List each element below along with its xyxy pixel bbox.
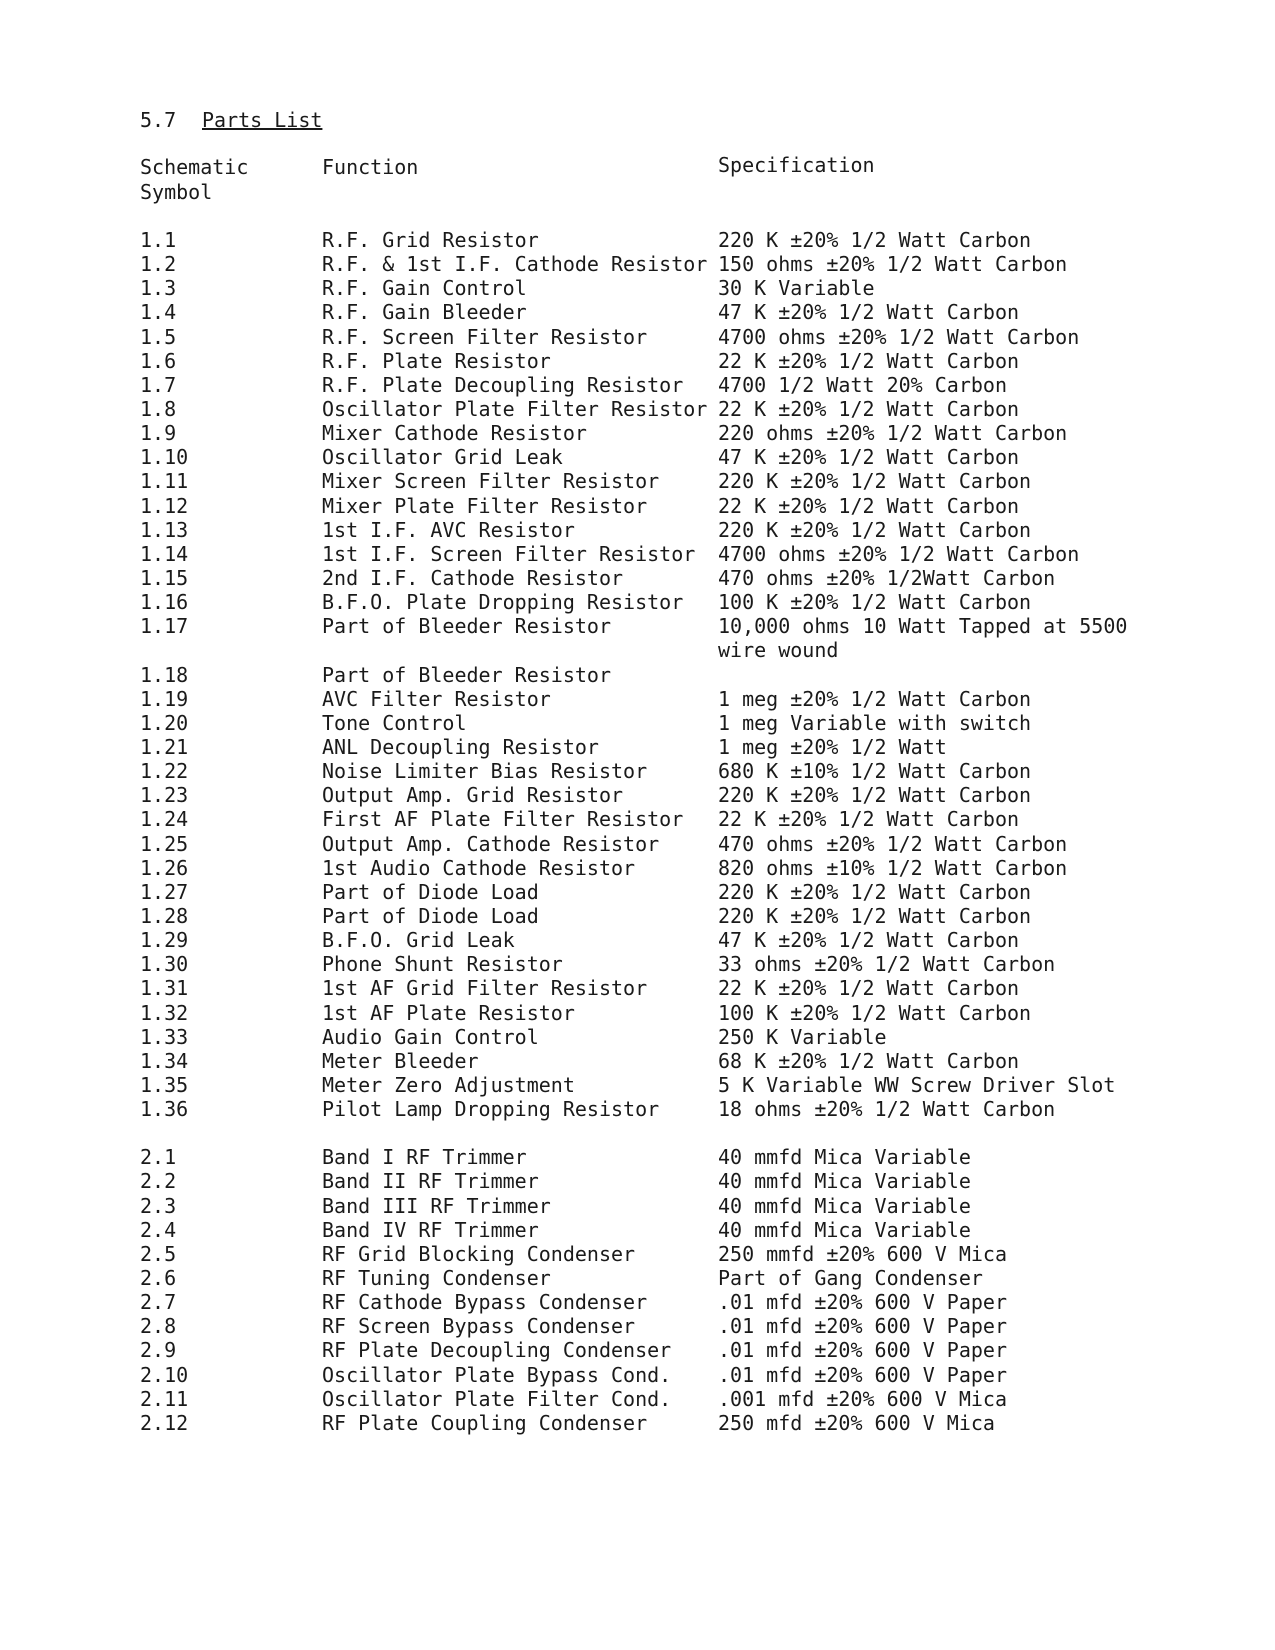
- part-specification: 40 mmfd Mica Variable: [718, 1217, 971, 1242]
- table-row: [0, 566, 1275, 590]
- part-function: RF Grid Blocking Condenser: [322, 1241, 636, 1266]
- part-specification: 1 meg ±20% 1/2 Watt Carbon: [718, 686, 1032, 711]
- table-row: [0, 711, 1275, 735]
- table-row: [0, 1097, 1275, 1121]
- part-function: ANL Decoupling Resistor: [322, 734, 599, 759]
- table-row: [0, 952, 1275, 976]
- part-function: First AF Plate Filter Resistor: [322, 807, 684, 832]
- schematic-symbol: 2.10: [140, 1362, 189, 1387]
- part-function: Mixer Screen Filter Resistor: [322, 469, 660, 494]
- part-function: 1st AF Plate Resistor: [322, 1000, 575, 1025]
- part-specification: .01 mfd ±20% 600 V Paper: [718, 1314, 1007, 1339]
- part-specification: 33 ohms ±20% 1/2 Watt Carbon: [718, 952, 1056, 977]
- part-specification: 220 K ±20% 1/2 Watt Carbon: [718, 469, 1032, 494]
- part-specification: 250 mfd ±20% 600 V Mica: [718, 1410, 995, 1435]
- schematic-symbol: 1.13: [140, 517, 189, 542]
- schematic-symbol: 2.5: [140, 1241, 177, 1266]
- table-row: [0, 1194, 1275, 1218]
- part-function: Output Amp. Cathode Resistor: [322, 831, 660, 856]
- schematic-symbol: 1.1: [140, 228, 177, 252]
- table-row: [0, 1049, 1275, 1073]
- schematic-symbol: 2.6: [140, 1266, 177, 1291]
- schematic-symbol: 1.27: [140, 879, 189, 904]
- part-function: AVC Filter Resistor: [322, 686, 551, 711]
- part-function: Part of Diode Load: [322, 903, 539, 928]
- part-specification: 22 K ±20% 1/2 Watt Carbon: [718, 807, 1020, 832]
- schematic-symbol: 1.18: [140, 662, 189, 687]
- part-specification: 820 ohms ±10% 1/2 Watt Carbon: [718, 855, 1068, 880]
- part-specification: 220 K ±20% 1/2 Watt Carbon: [718, 517, 1032, 542]
- table-row: [0, 276, 1275, 300]
- part-specification: 220 K ±20% 1/2 Watt Carbon: [718, 903, 1032, 928]
- schematic-symbol: 1.17: [140, 614, 189, 639]
- part-function: R.F. Screen Filter Resistor: [322, 324, 648, 349]
- part-function: Mixer Cathode Resistor: [322, 421, 587, 446]
- table-row: [0, 252, 1275, 276]
- table-row: [0, 1218, 1275, 1242]
- schematic-symbol: 2.12: [140, 1410, 189, 1435]
- part-function: Mixer Plate Filter Resistor: [322, 493, 648, 518]
- part-specification: Part of Gang Condenser: [718, 1266, 983, 1291]
- part-function: R.F. Plate Decoupling Resistor: [322, 372, 684, 397]
- header-specification: Specification: [718, 153, 875, 177]
- table-row: [0, 976, 1275, 1000]
- part-function: 1st AF Grid Filter Resistor: [322, 976, 648, 1001]
- part-specification: 250 K Variable: [718, 1024, 887, 1049]
- table-row: [0, 300, 1275, 324]
- schematic-symbol: 2.2: [140, 1169, 177, 1194]
- part-function: Band IV RF Trimmer: [322, 1217, 539, 1242]
- part-function: Phone Shunt Resistor: [322, 952, 563, 977]
- part-function: B.F.O. Grid Leak: [322, 928, 515, 953]
- table-row: [0, 880, 1275, 904]
- part-specification: 220 K ±20% 1/2 Watt Carbon: [718, 879, 1032, 904]
- schematic-symbol: 2.1: [140, 1145, 177, 1170]
- schematic-symbol: 1.20: [140, 710, 189, 735]
- schematic-symbol: 2.9: [140, 1338, 177, 1363]
- schematic-symbol: 1.21: [140, 734, 189, 759]
- schematic-symbol: 1.14: [140, 541, 189, 566]
- table-row: [0, 1411, 1275, 1435]
- part-function: 1st I.F. Screen Filter Resistor: [322, 541, 696, 566]
- part-specification: 47 K ±20% 1/2 Watt Carbon: [718, 300, 1020, 325]
- part-specification: 5 K Variable WW Screw Driver Slot: [718, 1072, 1116, 1097]
- header-function: Function: [322, 155, 419, 179]
- schematic-symbol: 1.24: [140, 807, 189, 832]
- part-specification: 1 meg Variable with switch: [718, 710, 1032, 735]
- schematic-symbol: 1.28: [140, 903, 189, 928]
- schematic-symbol: 2.11: [140, 1386, 189, 1411]
- part-specification: 47 K ±20% 1/2 Watt Carbon: [718, 445, 1020, 470]
- part-specification: 220 ohms ±20% 1/2 Watt Carbon: [718, 421, 1068, 446]
- parts-table: [0, 228, 1275, 1435]
- schematic-symbol: 1.7: [140, 372, 177, 397]
- table-row: [0, 1266, 1275, 1290]
- schematic-symbol: 1.32: [140, 1000, 189, 1025]
- part-function: Meter Zero Adjustment: [322, 1072, 575, 1097]
- table-row: [0, 1363, 1275, 1387]
- table-row: [0, 542, 1275, 566]
- part-specification: 100 K ±20% 1/2 Watt Carbon: [718, 1000, 1032, 1025]
- part-specification: .001 mfd ±20% 600 V Mica: [718, 1386, 1007, 1411]
- table-row: [0, 856, 1275, 880]
- part-specification: 470 ohms ±20% 1/2 Watt Carbon: [718, 831, 1068, 856]
- schematic-symbol: 1.35: [140, 1072, 189, 1097]
- schematic-symbol: 1.8: [140, 396, 177, 421]
- table-row: [0, 445, 1275, 469]
- part-function: RF Screen Bypass Condenser: [322, 1314, 636, 1339]
- part-function: Part of Bleeder Resistor: [322, 662, 611, 687]
- part-function: Oscillator Plate Bypass Cond.: [322, 1362, 672, 1387]
- table-row: [0, 1242, 1275, 1266]
- part-specification: 4700 ohms ±20% 1/2 Watt Carbon: [718, 541, 1080, 566]
- part-function: R.F. Gain Bleeder: [322, 300, 527, 325]
- schematic-symbol: 1.36: [140, 1097, 189, 1122]
- part-specification: 30 K Variable: [718, 276, 875, 301]
- part-function: B.F.O. Plate Dropping Resistor: [322, 590, 684, 615]
- schematic-symbol: 1.5: [140, 324, 177, 349]
- part-function: Oscillator Plate Filter Resistor: [322, 396, 708, 421]
- schematic-symbol: 2.7: [140, 1290, 177, 1315]
- schematic-symbol: 1.33: [140, 1024, 189, 1049]
- part-function: RF Plate Decoupling Condenser: [322, 1338, 672, 1363]
- part-specification: 100 K ±20% 1/2 Watt Carbon: [718, 590, 1032, 615]
- part-specification: 220 K ±20% 1/2 Watt Carbon: [718, 783, 1032, 808]
- part-specification: 220 K ±20% 1/2 Watt Carbon: [718, 228, 1032, 252]
- schematic-symbol: 2.8: [140, 1314, 177, 1339]
- part-specification: .01 mfd ±20% 600 V Paper: [718, 1362, 1007, 1387]
- schematic-symbol: 1.3: [140, 276, 177, 301]
- schematic-symbol: 1.22: [140, 759, 189, 784]
- schematic-symbol: 1.10: [140, 445, 189, 470]
- table-row: [0, 349, 1275, 373]
- table-row: [0, 1387, 1275, 1411]
- schematic-symbol: 2.4: [140, 1217, 177, 1242]
- schematic-symbol: 2.3: [140, 1193, 177, 1218]
- part-specification: 470 ohms ±20% 1/2Watt Carbon: [718, 565, 1056, 590]
- part-specification-continued: wire wound: [718, 638, 839, 663]
- part-specification: .01 mfd ±20% 600 V Paper: [718, 1338, 1007, 1363]
- section-number: 5.7: [140, 108, 177, 132]
- part-function: Oscillator Plate Filter Cond.: [322, 1386, 672, 1411]
- table-row: [0, 494, 1275, 518]
- part-specification: 47 K ±20% 1/2 Watt Carbon: [718, 928, 1020, 953]
- schematic-symbol: 1.9: [140, 421, 177, 446]
- part-function: Band III RF Trimmer: [322, 1193, 551, 1218]
- part-specification: 40 mmfd Mica Variable: [718, 1169, 971, 1194]
- part-function: 1st I.F. AVC Resistor: [322, 517, 575, 542]
- table-row: [0, 469, 1275, 493]
- part-specification: 250 mmfd ±20% 600 V Mica: [718, 1241, 1007, 1266]
- part-function: RF Tuning Condenser: [322, 1266, 551, 1291]
- table-row: [0, 1169, 1275, 1193]
- part-specification: 1 meg ±20% 1/2 Watt: [718, 734, 947, 759]
- part-function: Band I RF Trimmer: [322, 1145, 527, 1170]
- table-row: [0, 373, 1275, 397]
- part-specification: 22 K ±20% 1/2 Watt Carbon: [718, 493, 1020, 518]
- part-specification: 680 K ±10% 1/2 Watt Carbon: [718, 759, 1032, 784]
- spacer: [0, 1121, 1275, 1145]
- part-function: R.F. Gain Control: [322, 276, 527, 301]
- table-row: [0, 832, 1275, 856]
- table-row: [0, 1073, 1275, 1097]
- table-row: [0, 928, 1275, 952]
- schematic-symbol: 1.15: [140, 565, 189, 590]
- part-specification: 4700 1/2 Watt 20% Carbon: [718, 372, 1007, 397]
- part-specification: 40 mmfd Mica Variable: [718, 1193, 971, 1218]
- table-row: [0, 783, 1275, 807]
- part-specification: 4700 ohms ±20% 1/2 Watt Carbon: [718, 324, 1080, 349]
- part-function: 2nd I.F. Cathode Resistor: [322, 565, 624, 590]
- part-specification: 22 K ±20% 1/2 Watt Carbon: [718, 976, 1020, 1001]
- table-row: [0, 1290, 1275, 1314]
- table-row: [0, 614, 1275, 638]
- schematic-symbol: 1.31: [140, 976, 189, 1001]
- schematic-symbol: 1.26: [140, 855, 189, 880]
- section-title: Parts List: [202, 108, 323, 132]
- table-row: [0, 1025, 1275, 1049]
- table-row: [0, 663, 1275, 687]
- part-function: R.F. Grid Resistor: [322, 228, 539, 252]
- part-function: 1st Audio Cathode Resistor: [322, 855, 636, 880]
- part-function: RF Cathode Bypass Condenser: [322, 1290, 648, 1315]
- schematic-symbol: 1.23: [140, 783, 189, 808]
- table-row: [0, 325, 1275, 349]
- table-row: [0, 1338, 1275, 1362]
- table-row-continuation: [0, 638, 1275, 662]
- part-specification: 22 K ±20% 1/2 Watt Carbon: [718, 396, 1020, 421]
- schematic-symbol: 1.30: [140, 952, 189, 977]
- table-row: [0, 1001, 1275, 1025]
- part-function: Audio Gain Control: [322, 1024, 539, 1049]
- part-function: Part of Diode Load: [322, 879, 539, 904]
- table-row: [0, 228, 1275, 252]
- table-row: [0, 807, 1275, 831]
- part-function: RF Plate Coupling Condenser: [322, 1410, 648, 1435]
- part-function: Part of Bleeder Resistor: [322, 614, 611, 639]
- part-function: Tone Control: [322, 710, 467, 735]
- part-function: R.F. Plate Resistor: [322, 348, 551, 373]
- part-specification: 22 K ±20% 1/2 Watt Carbon: [718, 348, 1020, 373]
- part-function: Output Amp. Grid Resistor: [322, 783, 624, 808]
- schematic-symbol: 1.16: [140, 590, 189, 615]
- part-function: Pilot Lamp Dropping Resistor: [322, 1097, 660, 1122]
- part-function: Band II RF Trimmer: [322, 1169, 539, 1194]
- part-specification: 40 mmfd Mica Variable: [718, 1145, 971, 1170]
- schematic-symbol: 1.25: [140, 831, 189, 856]
- schematic-symbol: 1.29: [140, 928, 189, 953]
- schematic-symbol: 1.6: [140, 348, 177, 373]
- part-specification: 68 K ±20% 1/2 Watt Carbon: [718, 1048, 1020, 1073]
- part-specification: 18 ohms ±20% 1/2 Watt Carbon: [718, 1097, 1056, 1122]
- schematic-symbol: 1.4: [140, 300, 177, 325]
- table-row: [0, 1314, 1275, 1338]
- part-function: Noise Limiter Bias Resistor: [322, 759, 648, 784]
- schematic-symbol: 1.2: [140, 252, 177, 277]
- header-symbol: Symbol: [140, 180, 213, 204]
- table-row: [0, 759, 1275, 783]
- part-specification: 10,000 ohms 10 Watt Tapped at 5500: [718, 614, 1128, 639]
- schematic-symbol: 1.19: [140, 686, 189, 711]
- table-row: [0, 687, 1275, 711]
- table-row: [0, 904, 1275, 928]
- table-row: [0, 1145, 1275, 1169]
- table-row: [0, 735, 1275, 759]
- table-row: [0, 397, 1275, 421]
- schematic-symbol: 1.12: [140, 493, 189, 518]
- part-function: R.F. & 1st I.F. Cathode Resistor: [322, 252, 708, 277]
- schematic-symbol: 1.11: [140, 469, 189, 494]
- header-schematic: Schematic: [140, 155, 249, 179]
- part-function: Meter Bleeder: [322, 1048, 479, 1073]
- part-specification: 150 ohms ±20% 1/2 Watt Carbon: [718, 252, 1068, 277]
- table-row: [0, 518, 1275, 542]
- part-function: Oscillator Grid Leak: [322, 445, 563, 470]
- table-row: [0, 590, 1275, 614]
- part-specification: .01 mfd ±20% 600 V Paper: [718, 1290, 1007, 1315]
- schematic-symbol: 1.34: [140, 1048, 189, 1073]
- table-row: [0, 421, 1275, 445]
